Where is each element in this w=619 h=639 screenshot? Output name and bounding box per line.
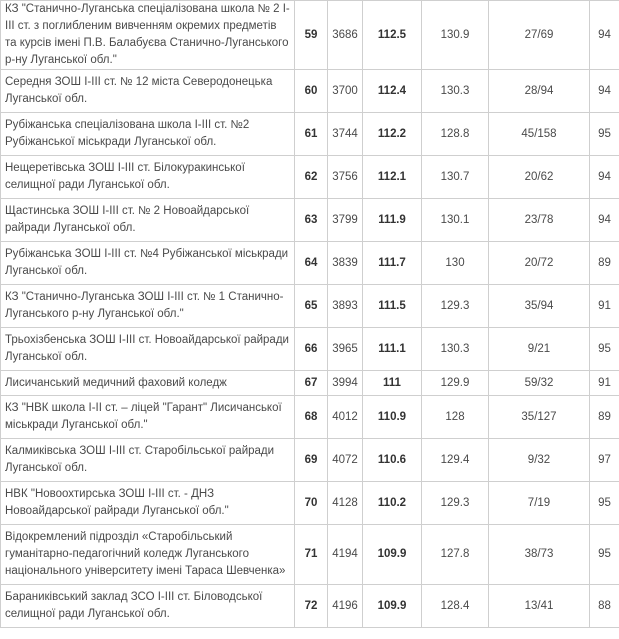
table-row (1, 525, 619, 585)
score-cell: 110.6 (363, 439, 422, 482)
score-cell: 109.9 (363, 525, 422, 585)
rank-cell: 70 (295, 482, 328, 525)
col4-cell: 128.8 (422, 113, 489, 156)
score-cell: 111 (363, 371, 422, 396)
rank-cell: 67 (295, 371, 328, 396)
school-name-cell: Нещеретівська ЗОШ І-ІІІ ст. Білокуракинської селищної ради Луганської обл. (1, 156, 295, 199)
table-row (1, 242, 619, 285)
col5-cell: 35/127 (489, 396, 590, 439)
col4-cell: 129.4 (422, 439, 489, 482)
col6-cell: 94 (590, 199, 619, 242)
school-name-cell: НВК "Новоохтирська ЗОШ І-ІІІ ст. - ДНЗ Новоайдарської райради Луганської обл." (1, 482, 295, 525)
rank-cell: 72 (295, 585, 328, 628)
school-name-cell: Бараниківський заклад ЗСО І-ІІІ ст. Біловодської селищної ради Луганської обл. (1, 585, 295, 628)
code-cell: 3756 (328, 156, 363, 199)
table-row (1, 113, 619, 156)
col4-cell: 129.9 (422, 371, 489, 396)
rank-cell: 63 (295, 199, 328, 242)
col5-cell: 23/78 (489, 199, 590, 242)
rank-cell: 66 (295, 328, 328, 371)
col4-cell: 128.4 (422, 585, 489, 628)
col5-cell: 28/94 (489, 70, 590, 113)
rank-cell: 59 (295, 1, 328, 70)
code-cell: 4012 (328, 396, 363, 439)
score-cell: 111.9 (363, 199, 422, 242)
col6-cell: 95 (590, 525, 619, 585)
score-cell: 112.1 (363, 156, 422, 199)
table-row (1, 156, 619, 199)
score-cell: 112.4 (363, 70, 422, 113)
score-cell: 112.5 (363, 1, 422, 70)
col6-cell: 94 (590, 156, 619, 199)
table-body (1, 1, 619, 628)
code-cell: 3839 (328, 242, 363, 285)
school-name-cell: Рубіжанська ЗОШ І-ІІІ ст. №4 Рубіжанської міськради Луганської обл. (1, 242, 295, 285)
code-cell: 3700 (328, 70, 363, 113)
col6-cell: 95 (590, 328, 619, 371)
rank-cell: 62 (295, 156, 328, 199)
col6-cell: 91 (590, 371, 619, 396)
score-cell: 110.2 (363, 482, 422, 525)
table-row (1, 439, 619, 482)
col5-cell: 20/72 (489, 242, 590, 285)
col5-cell: 7/19 (489, 482, 590, 525)
col5-cell: 27/69 (489, 1, 590, 70)
table-row (1, 482, 619, 525)
table-row (1, 585, 619, 628)
school-name-cell: Відокремлений підрозділ «Старобільський гуманітарно-педагогічний коледж Луганського національного університету імені Тараса Шевченка» (1, 525, 295, 585)
table-row (1, 1, 619, 70)
score-cell: 111.7 (363, 242, 422, 285)
col5-cell: 35/94 (489, 285, 590, 328)
col5-cell: 38/73 (489, 525, 590, 585)
score-cell: 111.1 (363, 328, 422, 371)
col4-cell: 127.8 (422, 525, 489, 585)
col6-cell: 89 (590, 396, 619, 439)
col5-cell: 9/32 (489, 439, 590, 482)
code-cell: 4194 (328, 525, 363, 585)
col5-cell: 20/62 (489, 156, 590, 199)
table-row (1, 396, 619, 439)
col6-cell: 94 (590, 1, 619, 70)
school-name-cell: КЗ "Станично-Луганська спеціалізована школа № 2 І-ІІІ ст. з поглибленим вивченням окремих предметів та курсів імені П.В. Балабуєва Станично-Луганського р-ну Луганської обл." (1, 1, 295, 70)
table-row (1, 328, 619, 371)
rank-cell: 64 (295, 242, 328, 285)
col5-cell: 59/32 (489, 371, 590, 396)
col5-cell: 45/158 (489, 113, 590, 156)
school-name-cell: Трьохізбенська ЗОШ І-ІІІ ст. Новоайдарської райради Луганської обл. (1, 328, 295, 371)
col4-cell: 129.3 (422, 482, 489, 525)
rank-cell: 68 (295, 396, 328, 439)
col6-cell: 88 (590, 585, 619, 628)
rank-cell: 61 (295, 113, 328, 156)
col6-cell: 94 (590, 70, 619, 113)
col4-cell: 130.1 (422, 199, 489, 242)
table-row (1, 285, 619, 328)
school-name-cell: Рубіжанська спеціалізована школа І-ІІІ ст. №2 Рубіжанської міськради Луганської обл. (1, 113, 295, 156)
school-name-cell: КЗ "НВК школа І-ІІ ст. – ліцей "Гарант" Лисичанської міськради Луганської обл." (1, 396, 295, 439)
rank-cell: 60 (295, 70, 328, 113)
col6-cell: 91 (590, 285, 619, 328)
col5-cell: 9/21 (489, 328, 590, 371)
school-name-cell: Щастинська ЗОШ І-ІІІ ст. № 2 Новоайдарської райради Луганської обл. (1, 199, 295, 242)
col4-cell: 130.7 (422, 156, 489, 199)
col4-cell: 129.3 (422, 285, 489, 328)
code-cell: 3965 (328, 328, 363, 371)
col4-cell: 130.3 (422, 70, 489, 113)
table-row (1, 70, 619, 113)
col6-cell: 95 (590, 482, 619, 525)
school-name-cell: Лисичанський медичний фаховий коледж (1, 371, 295, 396)
rank-cell: 69 (295, 439, 328, 482)
score-cell: 109.9 (363, 585, 422, 628)
table-row (1, 199, 619, 242)
col4-cell: 130 (422, 242, 489, 285)
school-name-cell: Калмиківська ЗОШ І-ІІІ ст. Старобільської райради Луганської обл. (1, 439, 295, 482)
score-cell: 112.2 (363, 113, 422, 156)
rank-cell: 65 (295, 285, 328, 328)
col5-cell: 13/41 (489, 585, 590, 628)
code-cell: 3893 (328, 285, 363, 328)
school-name-cell: Середня ЗОШ І-ІІІ ст. № 12 міста Северодонецька Луганської обл. (1, 70, 295, 113)
col6-cell: 97 (590, 439, 619, 482)
col4-cell: 130.3 (422, 328, 489, 371)
code-cell: 3994 (328, 371, 363, 396)
rank-cell: 71 (295, 525, 328, 585)
col6-cell: 95 (590, 113, 619, 156)
col6-cell: 89 (590, 242, 619, 285)
code-cell: 4128 (328, 482, 363, 525)
code-cell: 3744 (328, 113, 363, 156)
code-cell: 3799 (328, 199, 363, 242)
col4-cell: 128 (422, 396, 489, 439)
code-cell: 4196 (328, 585, 363, 628)
table-row (1, 371, 619, 396)
school-name-cell: КЗ "Станично-Луганська ЗОШ І-ІІІ ст. № 1 Станично-Луганського р-ну Луганської обл." (1, 285, 295, 328)
code-cell: 3686 (328, 1, 363, 70)
score-cell: 111.5 (363, 285, 422, 328)
code-cell: 4072 (328, 439, 363, 482)
score-cell: 110.9 (363, 396, 422, 439)
col4-cell: 130.9 (422, 1, 489, 70)
